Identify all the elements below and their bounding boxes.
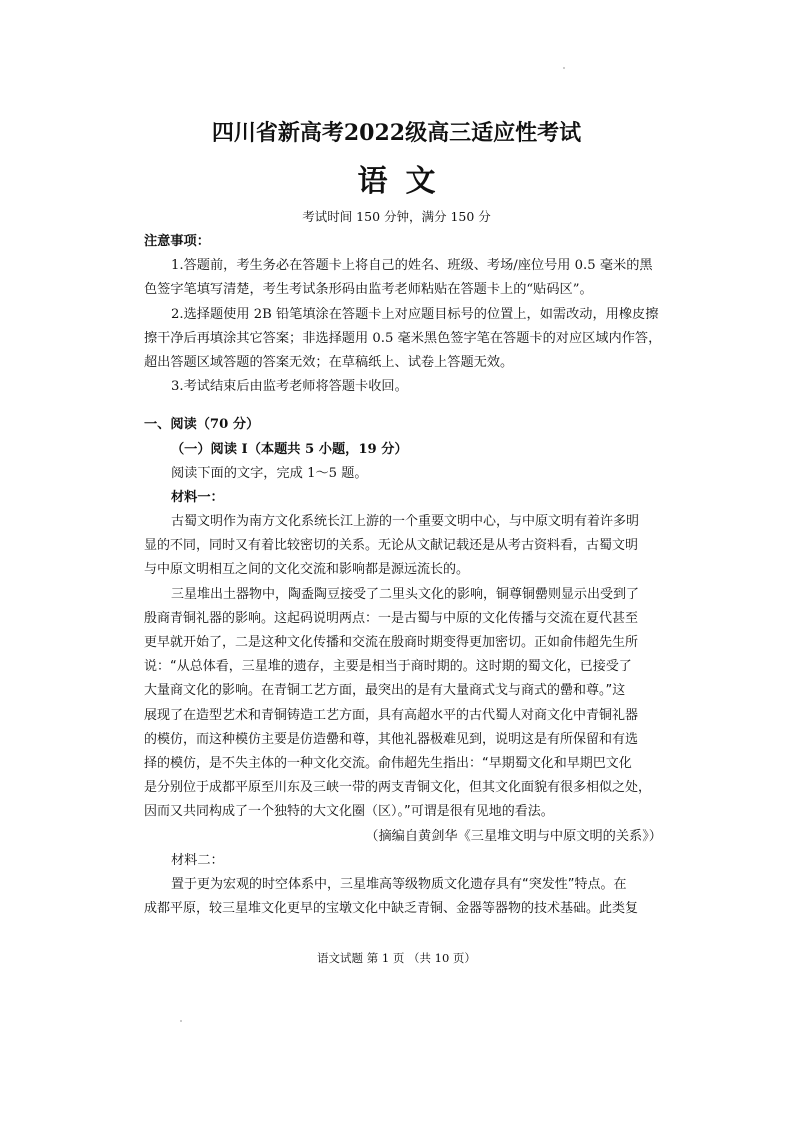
paragraph-2-line: 大量商文化的影响。在青铜工艺方面，最突出的是有大量商式戈与商式的罍和尊。”这: [144, 683, 626, 699]
paragraph-1-line: 显的不同，同时又有着比较密切的关系。无论从文献记载还是从考古资料看，古蜀文明: [144, 538, 639, 554]
paragraph-2-line: 择的模仿，是不失主体的一种文化交流。俞伟超先生指出：“早期蜀文化和早期巴文化: [144, 755, 632, 771]
paragraph-2-line: 更早就开始了，二是这种文化传播和交流在殷商时期变得更加密切。正如俞伟超先生所: [144, 635, 639, 650]
paragraph-2-line: 三星堆出土器物中，陶盉陶豆接受了二里头文化的影响，铜尊铜罍则显示出受到了: [171, 586, 640, 602]
page-content: [144, 230, 664, 921]
exam-time-info: 考试时间 150 分钟，满分 150 分: [302, 209, 491, 224]
reading-instruction: 阅读下面的文字，完成 1～5 题。: [171, 465, 368, 481]
paragraph-2-line: 说：“从总体看，三星堆的遗存，主要是相当于商时期的。这时期的蜀文化，已接受了: [144, 659, 632, 675]
notice-item-1-line-1: 1.答题前，考生务必在答题卡上将自己的姓名、班级、考场/座位号用 0.5 毫米的黑: [171, 258, 653, 274]
scan-speck: [563, 67, 565, 69]
material-2-label: 材料二：: [171, 852, 224, 868]
page-footer: 语文试题 第 1 页 （共 10 页）: [317, 951, 476, 965]
paragraph-2-line: 因而又共同构成了一个独特的大文化圈（区）。”可谓是很有见地的看法。: [144, 804, 554, 820]
section-sub-heading: （一）阅读 I（本题共 5 小题，19 分）: [171, 441, 408, 457]
paragraph-2-line: 的模仿，而这种模仿主要是仿造罍和尊，其他礼器极难见到，说明这是有所保留和有选: [144, 731, 639, 747]
subject-title: 语文: [357, 164, 454, 199]
paragraph-2-line: 是分别位于成都平原至川东及三峡一带的两支青铜文化，但其文化面貌有很多相似之处，: [144, 780, 652, 796]
notice-item-1-line-2: 色签字笔填写清楚，考生考试条形码由监考老师粘贴在答题卡上的“贴码区”。: [144, 282, 593, 298]
scan-speck: [180, 1020, 182, 1022]
paragraph-2-line: 殷商青铜礼器的影响。这起码说明两点：一是古蜀与中原的文化传播与交流在夏代甚至: [144, 610, 639, 626]
notice-item-2-line-2: 擦干净后再填涂其它答案；非选择题用 0.5 毫米黑色签字笔在答题卡的对应区域内作答，: [144, 330, 662, 346]
paragraph-1-line: 与中原文明相互之间的文化交流和影响都是源远流长的。: [144, 562, 470, 578]
paragraph-2-line: 展现了在造型艺术和青铜铸造工艺方面，具有高超水平的古代蜀人对商文化中青铜礼器: [144, 707, 639, 723]
section-heading: 一、阅读（70 分）: [144, 417, 260, 433]
notice-item-2-line-1: 2.选择题使用 2B 铅笔填涂在答题卡上对应题目标号的位置上，如需改动，用橡皮擦: [171, 306, 659, 322]
paragraph-3-line: 置于更为宏观的时空体系中，三星堆高等级物质文化遗存具有“突发性”特点。在: [171, 876, 627, 892]
material-1-source: （摘编自黄剑华《三星堆文明与中原文明的关系》）: [365, 828, 662, 844]
notice-item-3-line-1: 3.考试结束后由监考老师将答题卡收回。: [171, 379, 408, 395]
paragraph-1-line: 古蜀文明作为南方文化系统长江上游的一个重要文明中心，与中原文明有着许多明: [171, 514, 640, 530]
exam-title: 四川省新高考2022级高三适应性考试: [211, 120, 582, 146]
material-1-label: 材料一：: [171, 489, 224, 505]
notice-heading: 注意事项：: [144, 234, 210, 249]
notice-item-2-line-3: 超出答题区域答题的答案无效；在草稿纸上、试卷上答题无效。: [144, 354, 514, 370]
paragraph-3-line: 成都平原，较三星堆文化更早的宝墩文化中缺乏青铜、金器等器物的技术基础。此类复: [144, 901, 639, 917]
